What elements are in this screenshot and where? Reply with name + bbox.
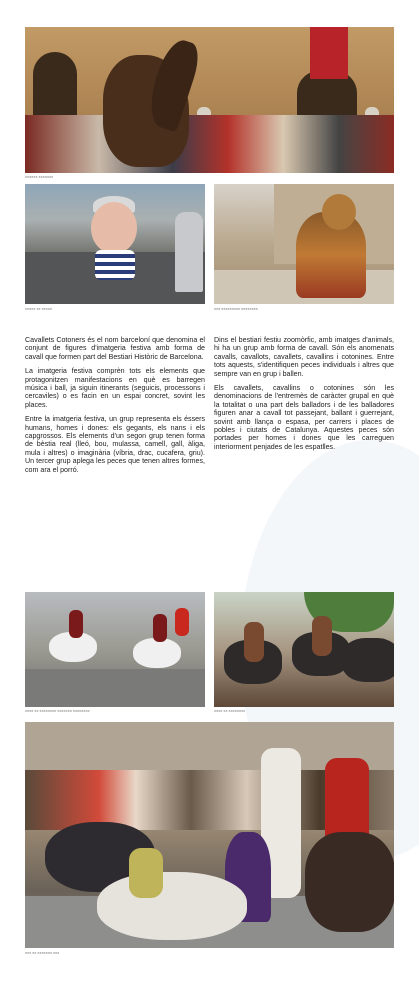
caption-photo5: XXXX XX XXXXXXXX [214, 709, 246, 713]
photo-horse-group [214, 592, 394, 707]
caption-photo3: XXX XXXXXXXXX XXXXXXXX [214, 307, 258, 311]
paragraph: Dins el bestiari festiu zoomòrfic, amb imatges d'animals, hi ha un grup amb forma de cavall. Són els anomenats cavalls, cavallots, cavallets, cavallins i cotonines. Entre tots aquests, s'identifiquen peces individuals i altres que sempre van en grup i ballen. [214, 336, 394, 378]
horse-figure-dark [305, 832, 394, 932]
paragraph: Els cavallets, cavallins o cotonines són les denominacions de l'entremès de caràcter grupal en què la totalitat o una part dels balladors i de les balladores figuren anar a cavall tot passejant, ballant i guerrejant, sovint amb llança o espasa, per carrers i places de pobles i ciutats de Catalunya. Aquestes peces són portades per homes i dones que les carreguen interiorment penjades de les espatlles. [214, 384, 394, 451]
rider [69, 610, 83, 638]
rider [312, 616, 332, 656]
paragraph: Cavallets Cotoners és el nom barceloní que denomina el conjunt de figures d'imatgeria festiva amb forma de cavall que formen part del Bestiari Històric de Barcelona. [25, 336, 205, 361]
caption-photo4: XXXX XX XXXXXXXX XXXXXXX XXXXXXXX [25, 709, 90, 713]
paragraph: Entre la imatgeria festiva, un grup representa els éssers humans, homes i dones: els gegants, els nans i els capgrossos. Els elements d'un segon grup tenen forma de bèstia real (lleó, bou, mulassa, camell, gall, àliga, mula i altres) o imaginària (víbria, drac, cucafera, griu). Un tercer grup aplega les peces que tenen altres formes, com ara el porró. [25, 415, 205, 474]
lion-giant-head [322, 194, 356, 230]
bighead-face [91, 202, 137, 254]
photo-eagle-parade [25, 27, 394, 173]
bighead-striped-shirt [95, 250, 135, 280]
spectator-figure [175, 212, 203, 292]
text-column-left [25, 336, 205, 480]
rider [175, 608, 189, 636]
arch-window [33, 52, 77, 122]
text-column-right [214, 336, 394, 457]
photo-lion-giant [214, 184, 394, 304]
caption-photo6: XXX XX XXXXXXX XXX [25, 951, 60, 955]
paragraph: La imatgeria festiva comprèn tots els elements que protagonitzen manifestacions en què es barregen música i ball, ja siguin itinerants (seguicis, processons i cercaviles) o es facin en un espai concret, sovint les places. [25, 367, 205, 409]
crowd [25, 115, 394, 173]
rider-yellow [129, 848, 163, 898]
horse-figure-white [97, 872, 247, 940]
street [25, 669, 205, 707]
caption-photo2: XXXXX XX XXXXX [25, 307, 53, 311]
photo-bighead [25, 184, 205, 304]
horse-figure [342, 638, 394, 682]
red-banner [310, 27, 348, 79]
horse-figure [133, 638, 181, 668]
photo-cavallets-battle [25, 722, 394, 948]
rider [244, 622, 264, 662]
rider [153, 614, 167, 642]
photo-horse-dancers [25, 592, 205, 707]
caption-photo1: XXXXXX XXXXXXX [25, 175, 54, 179]
